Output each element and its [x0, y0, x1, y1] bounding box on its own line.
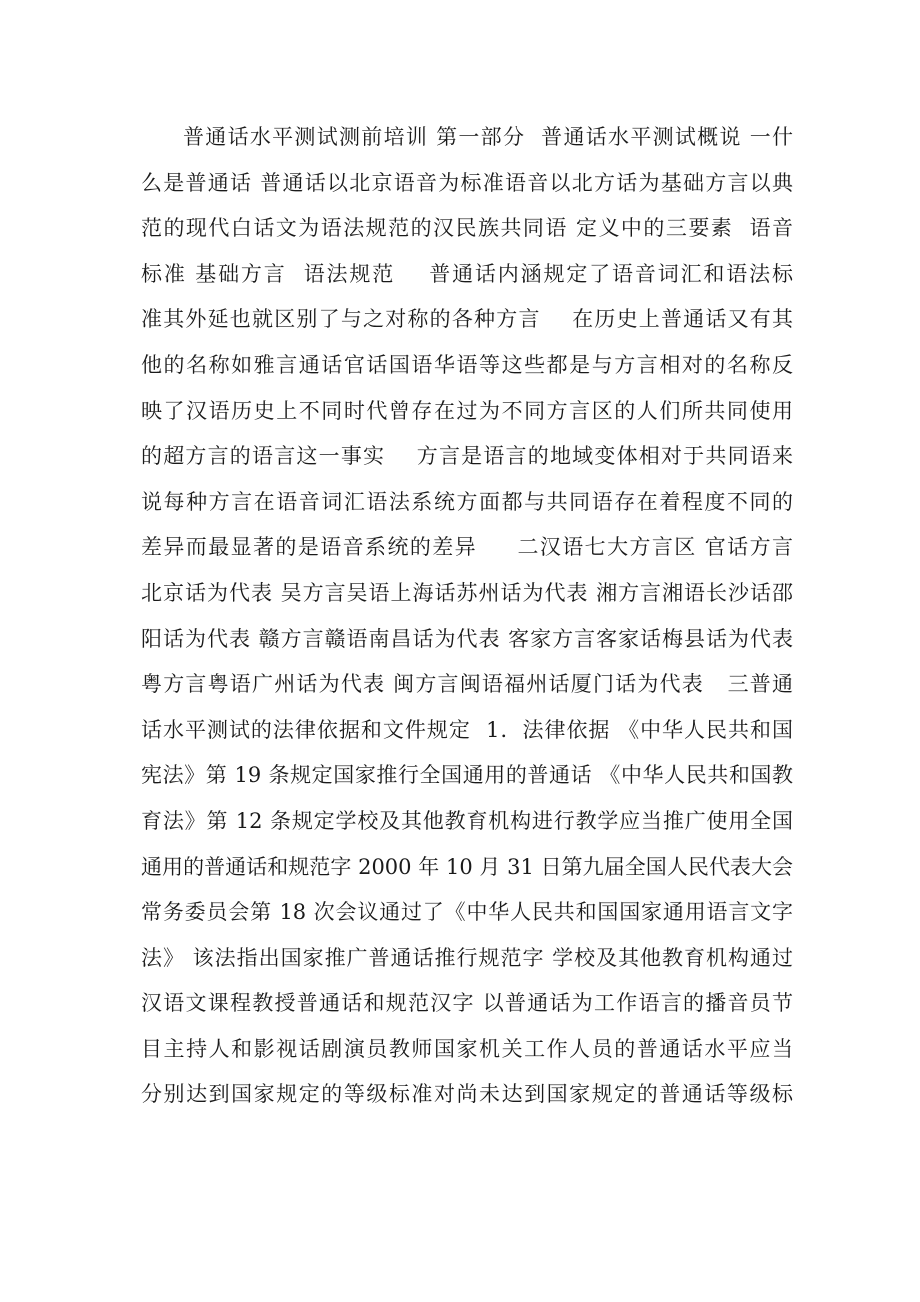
text-line: 宪法》第 19 条规定国家推行全国通用的普通话 《中华人民共和国教 — [141, 763, 793, 788]
text-line: 么是普通话 普通话以北京语音为标准语音以北方话为基础方言以典 — [141, 170, 793, 195]
text-line: 说每种方言在语音词汇语法系统方面都与共同语存在着程度不同的 — [141, 489, 793, 514]
text-line: 育法》第 12 条规定学校及其他教育机构进行教学应当推广使用全国 — [141, 808, 793, 833]
text-line: 北京话为代表 吴方言吴语上海话苏州话为代表 湘方言湘语长沙话邵 — [141, 580, 793, 605]
body-text — [141, 115, 793, 1118]
text-line: 他的名称如雅言通话官话国语华语等这些都是与方言相对的名称反 — [141, 352, 793, 377]
text-line: 普通话水平测试测前培训 第一部分 普通话水平测试概说 一什 — [183, 125, 793, 149]
text-line: 话水平测试的法律依据和文件规定 1．法律依据 《中华人民共和国 — [141, 717, 793, 742]
text-line: 法》 该法指出国家推广普通话推行规范字 学校及其他教育机构通过 — [141, 945, 793, 970]
text-line: 差异而最显著的是语音系统的差异 二汉语七大方言区 官话方言 — [141, 535, 793, 560]
text-line: 目主持人和影视话剧演员教师国家机关工作人员的普通话水平应当 — [141, 1036, 793, 1061]
text-line: 的超方言的语言这一事实 方言是语言的地域变体相对于共同语来 — [141, 444, 793, 469]
text-line: 阳话为代表 赣方言赣语南昌话为代表 客家方言客家话梅县话为代表 — [141, 626, 793, 651]
text-line: 分别达到国家规定的等级标准对尚未达到国家规定的普通话等级标 — [141, 1082, 793, 1107]
text-line: 准其外延也就区别了与之对称的各种方言 在历史上普通话又有其 — [141, 307, 793, 332]
text-line: 映了汉语历史上不同时代曾存在过为不同方言区的人们所共同使用 — [141, 398, 793, 423]
text-line: 通用的普通话和规范字 2000 年 10 月 31 日第九届全国人民代表大会 — [141, 854, 793, 879]
text-line: 汉语文课程教授普通话和规范汉字 以普通话为工作语言的播音员节 — [141, 991, 793, 1016]
text-line: 常务委员会第 18 次会议通过了《中华人民共和国国家通用语言文字 — [141, 900, 793, 925]
text-line: 范的现代白话文为语法规范的汉民族共同语 定义中的三要素 语音 — [141, 216, 793, 241]
text-line: 粤方言粤语广州话为代表 闽方言闽语福州话厦门话为代表 三普通 — [141, 672, 793, 697]
text-line: 标准 基础方言 语法规范 普通话内涵规定了语音词汇和语法标 — [141, 261, 793, 286]
